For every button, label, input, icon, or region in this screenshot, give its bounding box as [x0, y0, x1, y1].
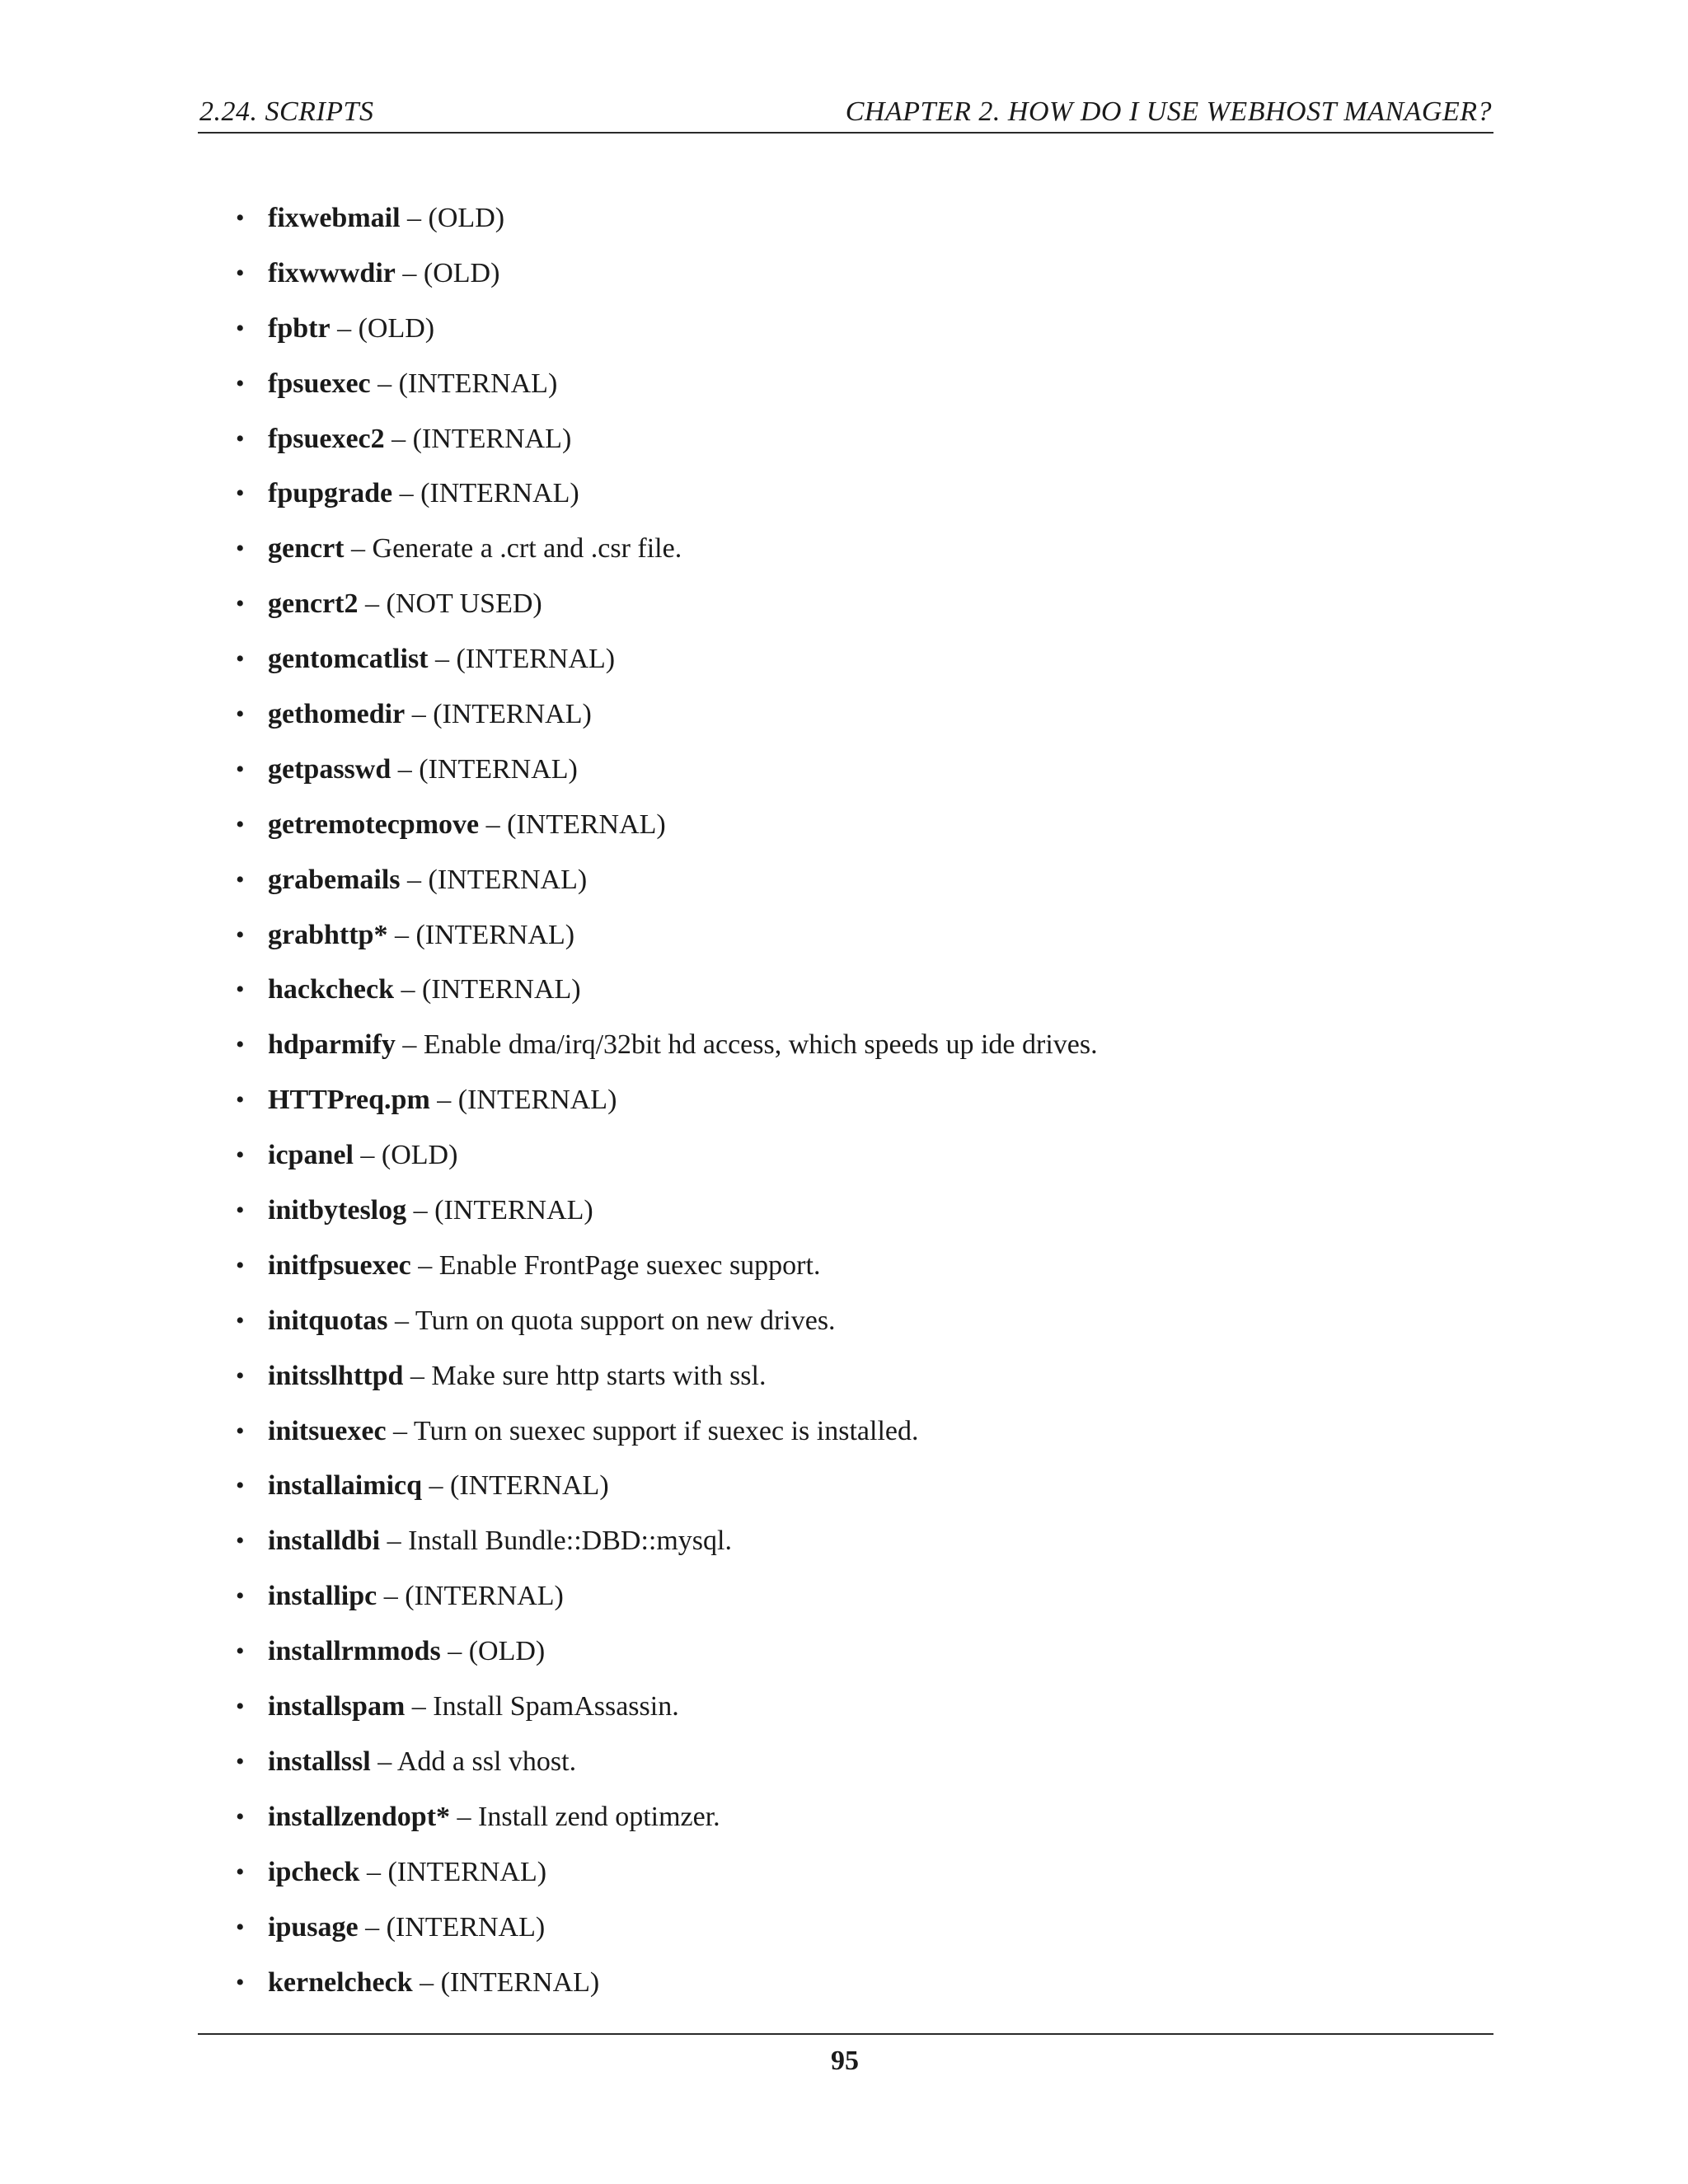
list-item-text — [268, 1514, 732, 1569]
script-name: installipc — [268, 1581, 377, 1612]
list-item — [236, 1239, 1475, 1294]
list-item-text — [268, 963, 581, 1018]
script-description: – (INTERNAL) — [392, 478, 579, 509]
list-item — [236, 1128, 1475, 1183]
script-description: – Enable FrontPage suexec support. — [410, 1249, 821, 1281]
list-item — [236, 1514, 1475, 1569]
bullet-icon: • — [236, 1197, 245, 1225]
bullet-icon: • — [236, 1472, 245, 1500]
script-name: kernelcheck — [268, 1966, 413, 1998]
bullet-icon: • — [236, 590, 245, 618]
list-item-text — [268, 743, 578, 798]
list-item — [236, 302, 1475, 357]
script-name: initsuexec — [268, 1415, 387, 1446]
list-item — [236, 412, 1475, 467]
bullet-icon: • — [236, 1802, 245, 1830]
list-item-text — [268, 1845, 546, 1900]
script-list — [236, 191, 1475, 2010]
list-item — [236, 1569, 1475, 1624]
list-item-text — [268, 687, 592, 743]
script-description: – (OLD) — [330, 312, 435, 344]
script-description: – (OLD) — [395, 257, 500, 288]
script-description: – (INTERNAL) — [428, 644, 616, 675]
list-item — [236, 577, 1475, 632]
list-item-text — [268, 1900, 545, 1956]
list-item-text — [268, 1790, 720, 1845]
bullet-icon: • — [236, 1251, 245, 1279]
list-item — [236, 798, 1475, 853]
script-name: gencrt2 — [268, 588, 359, 620]
list-item — [236, 522, 1475, 577]
script-name: initsslhttpd — [268, 1360, 404, 1391]
list-item-text — [268, 798, 666, 853]
bullet-icon: • — [236, 259, 245, 287]
bullet-icon: • — [236, 1913, 245, 1941]
list-item-text — [268, 522, 682, 577]
script-name: HTTPreq.pm — [268, 1085, 430, 1116]
bullet-icon: • — [236, 1638, 245, 1666]
script-name: fpsuexec — [268, 368, 371, 399]
list-item — [236, 1349, 1475, 1404]
bullet-icon: • — [236, 1968, 245, 1996]
script-description: – (INTERNAL) — [391, 753, 578, 785]
script-name: fpupgrade — [268, 478, 393, 509]
list-item — [236, 1459, 1475, 1514]
bullet-icon: • — [236, 701, 245, 729]
bullet-icon: • — [236, 424, 245, 452]
list-item — [236, 1624, 1475, 1680]
list-item-text — [268, 1569, 564, 1624]
footer-divider — [198, 2033, 1493, 2035]
list-item — [236, 1790, 1475, 1845]
bullet-icon: • — [236, 1031, 245, 1059]
script-name: fpsuexec2 — [268, 423, 385, 454]
script-description: – (INTERNAL) — [405, 699, 592, 730]
script-description: – Generate a .crt and .csr file. — [344, 533, 682, 565]
script-name: installaimicq — [268, 1470, 423, 1502]
list-item-text — [268, 1956, 599, 2011]
list-item — [236, 1680, 1475, 1735]
script-description: – (OLD) — [440, 1636, 546, 1667]
bullet-icon: • — [236, 1527, 245, 1555]
list-item-text — [268, 1073, 617, 1128]
list-item-text — [268, 1349, 766, 1404]
script-description: – Enable dma/irq/32bit hd access, which speeds up ide drives. — [395, 1029, 1098, 1061]
script-name: installssl — [268, 1746, 371, 1777]
script-name: fixwebmail — [268, 203, 401, 233]
list-item — [236, 1956, 1475, 2011]
script-name: grabhttp* — [268, 919, 388, 950]
script-name: fpbtr — [268, 312, 331, 344]
list-item-text — [268, 246, 499, 302]
list-item — [236, 191, 1475, 246]
script-name: hdparmify — [268, 1029, 396, 1061]
bullet-icon: • — [236, 1693, 245, 1721]
script-name: ipusage — [268, 1911, 359, 1943]
script-name: gentomcatlist — [268, 644, 429, 675]
bullet-icon: • — [236, 369, 245, 397]
script-name: installzendopt* — [268, 1801, 451, 1832]
bullet-icon: • — [236, 976, 245, 1004]
script-description: – Install zend optimzer. — [450, 1801, 720, 1832]
list-item — [236, 908, 1475, 963]
list-item — [236, 743, 1475, 798]
list-item-text — [268, 1624, 545, 1680]
script-description: – (INTERNAL) — [429, 1085, 617, 1116]
list-item — [236, 1073, 1475, 1128]
script-description: – Install SpamAssassin. — [405, 1691, 679, 1722]
script-description: – (INTERNAL) — [384, 423, 572, 454]
page-number: 95 — [831, 2046, 859, 2076]
list-item-text — [268, 1183, 593, 1239]
list-item — [236, 1018, 1475, 1073]
script-name: initquotas — [268, 1305, 388, 1336]
bullet-icon: • — [236, 921, 245, 949]
chapter-title: CHAPTER 2. HOW DO I USE WEBHOST MANAGER? — [845, 96, 1492, 127]
list-item — [236, 1404, 1475, 1460]
bullet-icon: • — [236, 535, 245, 563]
bullet-icon: • — [236, 755, 245, 783]
list-item — [236, 466, 1475, 522]
list-item-text — [268, 577, 542, 632]
script-description: – (INTERNAL) — [412, 1966, 600, 1998]
bullet-icon: • — [236, 1417, 245, 1445]
bullet-icon: • — [236, 1141, 245, 1169]
bullet-icon: • — [236, 314, 245, 342]
list-item-text — [268, 908, 574, 963]
script-description: – (INTERNAL) — [377, 1581, 564, 1612]
script-description: – Add a ssl vhost. — [370, 1746, 577, 1777]
bullet-icon: • — [236, 810, 245, 838]
script-description: – (OLD) — [353, 1140, 458, 1171]
list-item — [236, 1845, 1475, 1900]
script-description: – (INTERNAL) — [394, 974, 581, 1005]
bullet-icon: • — [236, 645, 245, 673]
script-description: – (OLD) — [400, 203, 505, 233]
script-name: getremotecpmove — [268, 808, 480, 840]
bullet-icon: • — [236, 1858, 245, 1886]
list-item-text — [268, 357, 557, 412]
list-item-text — [268, 1128, 457, 1183]
script-description: – Turn on suexec support if suexec is installed. — [386, 1415, 919, 1446]
list-item-text — [268, 302, 434, 357]
bullet-icon: • — [236, 1582, 245, 1610]
running-header — [198, 92, 1493, 134]
script-description: – (INTERNAL) — [387, 919, 575, 950]
script-description: – (NOT USED) — [358, 588, 542, 620]
list-item-text — [268, 466, 579, 522]
list-item-text — [268, 1239, 820, 1294]
script-description: – (INTERNAL) — [358, 1911, 546, 1943]
list-item-text — [268, 412, 571, 467]
script-name: fixwwwdir — [268, 257, 396, 288]
script-description: – (INTERNAL) — [359, 1856, 547, 1887]
bullet-icon: • — [236, 480, 245, 508]
script-name: installdbi — [268, 1526, 381, 1557]
script-name: gethomedir — [268, 699, 406, 730]
list-item — [236, 246, 1475, 302]
bullet-icon: • — [236, 865, 245, 893]
script-description: – (INTERNAL) — [479, 808, 666, 840]
list-item — [236, 632, 1475, 687]
script-name: initbyteslog — [268, 1195, 407, 1226]
list-item — [236, 1900, 1475, 1956]
script-name: icpanel — [268, 1140, 354, 1171]
list-item — [236, 687, 1475, 743]
script-description: – Make sure http starts with ssl. — [403, 1360, 767, 1391]
script-description: – (INTERNAL) — [370, 368, 558, 399]
list-item — [236, 357, 1475, 412]
list-item-text — [268, 632, 615, 687]
list-item — [236, 1183, 1475, 1239]
list-item — [236, 853, 1475, 908]
list-item-text — [268, 1294, 836, 1349]
section-title: 2.24. SCRIPTS — [199, 96, 374, 127]
bullet-icon: • — [236, 1086, 245, 1114]
list-item-text — [268, 1018, 1098, 1073]
list-item-text — [268, 1404, 918, 1460]
script-description: – (INTERNAL) — [400, 864, 588, 895]
script-description: – (INTERNAL) — [406, 1195, 593, 1226]
list-item-text — [268, 1459, 609, 1514]
script-name: initfpsuexec — [268, 1249, 411, 1281]
script-name: grabemails — [268, 864, 401, 895]
bullet-icon: • — [236, 1361, 245, 1390]
script-name: getpasswd — [268, 753, 392, 785]
script-description: – Turn on quota support on new drives. — [387, 1305, 836, 1336]
list-item-text — [268, 191, 504, 246]
bullet-icon: • — [236, 204, 245, 232]
script-description: – (INTERNAL) — [422, 1470, 609, 1502]
bullet-icon: • — [236, 1306, 245, 1334]
script-name: hackcheck — [268, 974, 394, 1005]
bullet-icon: • — [236, 1747, 245, 1775]
list-item — [236, 1294, 1475, 1349]
list-item — [236, 1735, 1475, 1790]
script-name: ipcheck — [268, 1856, 360, 1887]
script-name: installspam — [268, 1691, 406, 1722]
list-item-text — [268, 1680, 679, 1735]
script-description: – Install Bundle::DBD::mysql. — [380, 1526, 732, 1557]
list-item-text — [268, 853, 587, 908]
list-item-text — [268, 1735, 576, 1790]
script-name: gencrt — [268, 533, 345, 565]
script-name: installrmmods — [268, 1636, 441, 1667]
list-item — [236, 963, 1475, 1018]
